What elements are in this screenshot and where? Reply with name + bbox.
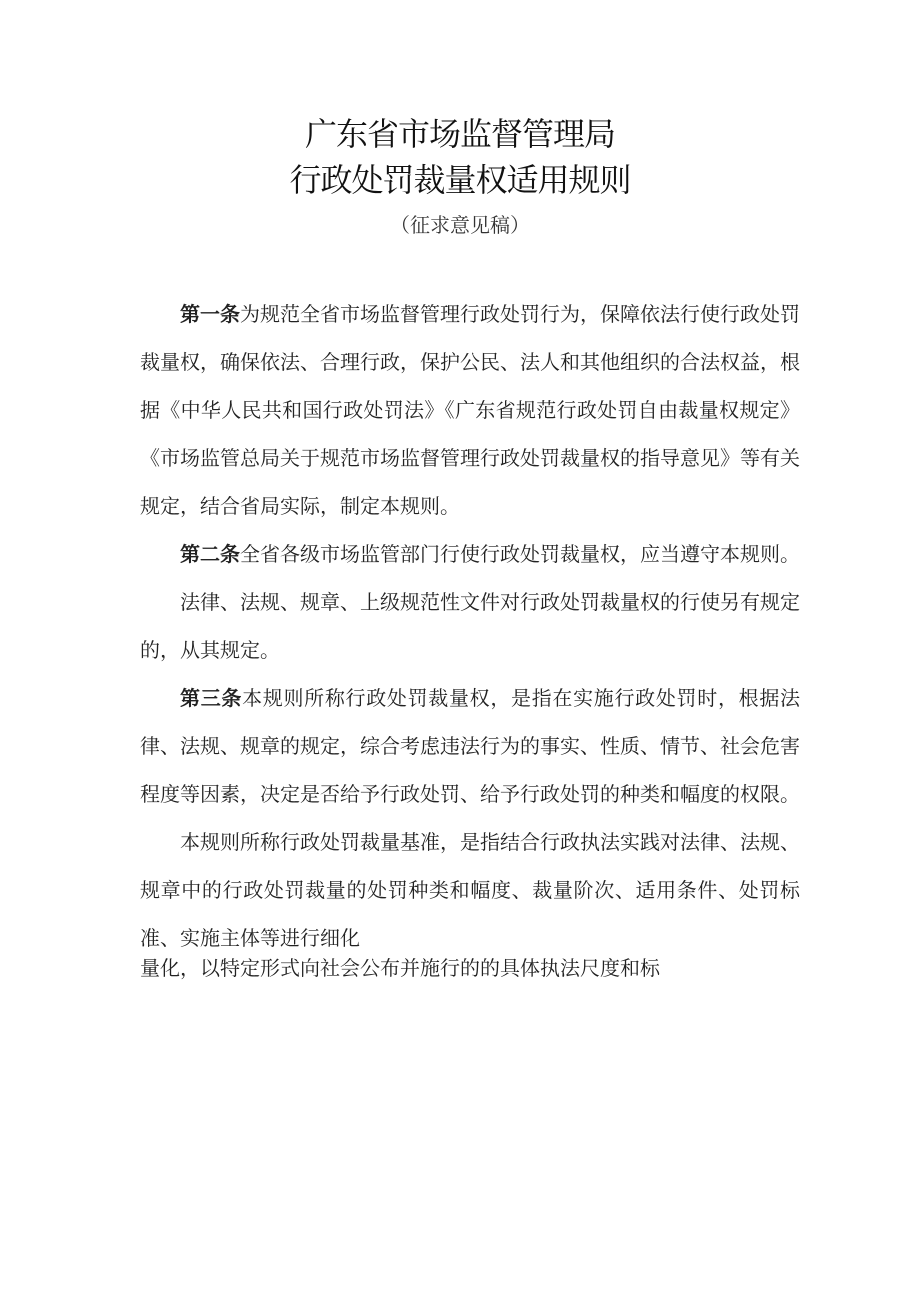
paragraph-article-3 (140, 674, 800, 818)
document-body (140, 290, 800, 1006)
paragraph-article-1 (140, 290, 800, 530)
article-number: 第二条 (180, 542, 240, 566)
paragraph-article-2 (140, 530, 800, 578)
paragraph-article-2-clause (140, 578, 800, 674)
paragraph-text: 本规则所称行政处罚裁量权，是指在实施行政处罚时，根据法律、法规、规章的规定，综合考虑违法行为的事实、性质、情节、社会危害程度等因素，决定是否给予行政处罚、给予行政处罚的种类和幅度的权限。 (140, 686, 801, 806)
paragraph-text: 为规范全省市场监督管理行政处罚行为，保障依法行使行政处罚裁量权，确保依法、合理行政，保护公民、法人和其他组织的合法权益，根据《中华人民共和国行政处罚法》《广东省规范行政处罚自由裁量权规定》《市场监管总局关于规范市场监督管理行政处罚裁量权的指导意见》等有关规定，结合省局实际，制定本规则。 (140, 302, 800, 518)
document-title-line2: 行政处罚裁量权适用规则 (289, 161, 631, 199)
paragraph-text: 本规则所称行政处罚裁量基准，是指结合行政执法实践对法律、法规、规章中的行政处罚裁量的处罚种类和幅度、裁量阶次、适用条件、处罚标准、实施主体等进行细化 (140, 830, 800, 950)
paragraph-trailing-line: 量化，以特定形式向社会公布并施行的的具体执法尺度和标 (140, 956, 660, 980)
paragraph-text: 全省各级市场监管部门行使行政处罚裁量权，应当遵守本规则。 (240, 542, 800, 566)
document-title-line1: 广东省市场监督管理局 (304, 115, 615, 153)
paragraph-article-3-clause (140, 818, 800, 962)
article-number: 第三条 (180, 686, 243, 710)
article-number: 第一条 (180, 302, 240, 326)
document-subtitle: （征求意见稿） (390, 213, 530, 237)
paragraph-text: 法律、法规、规章、上级规范性文件对行政处罚裁量权的行使另有规定的，从其规定。 (140, 590, 800, 662)
